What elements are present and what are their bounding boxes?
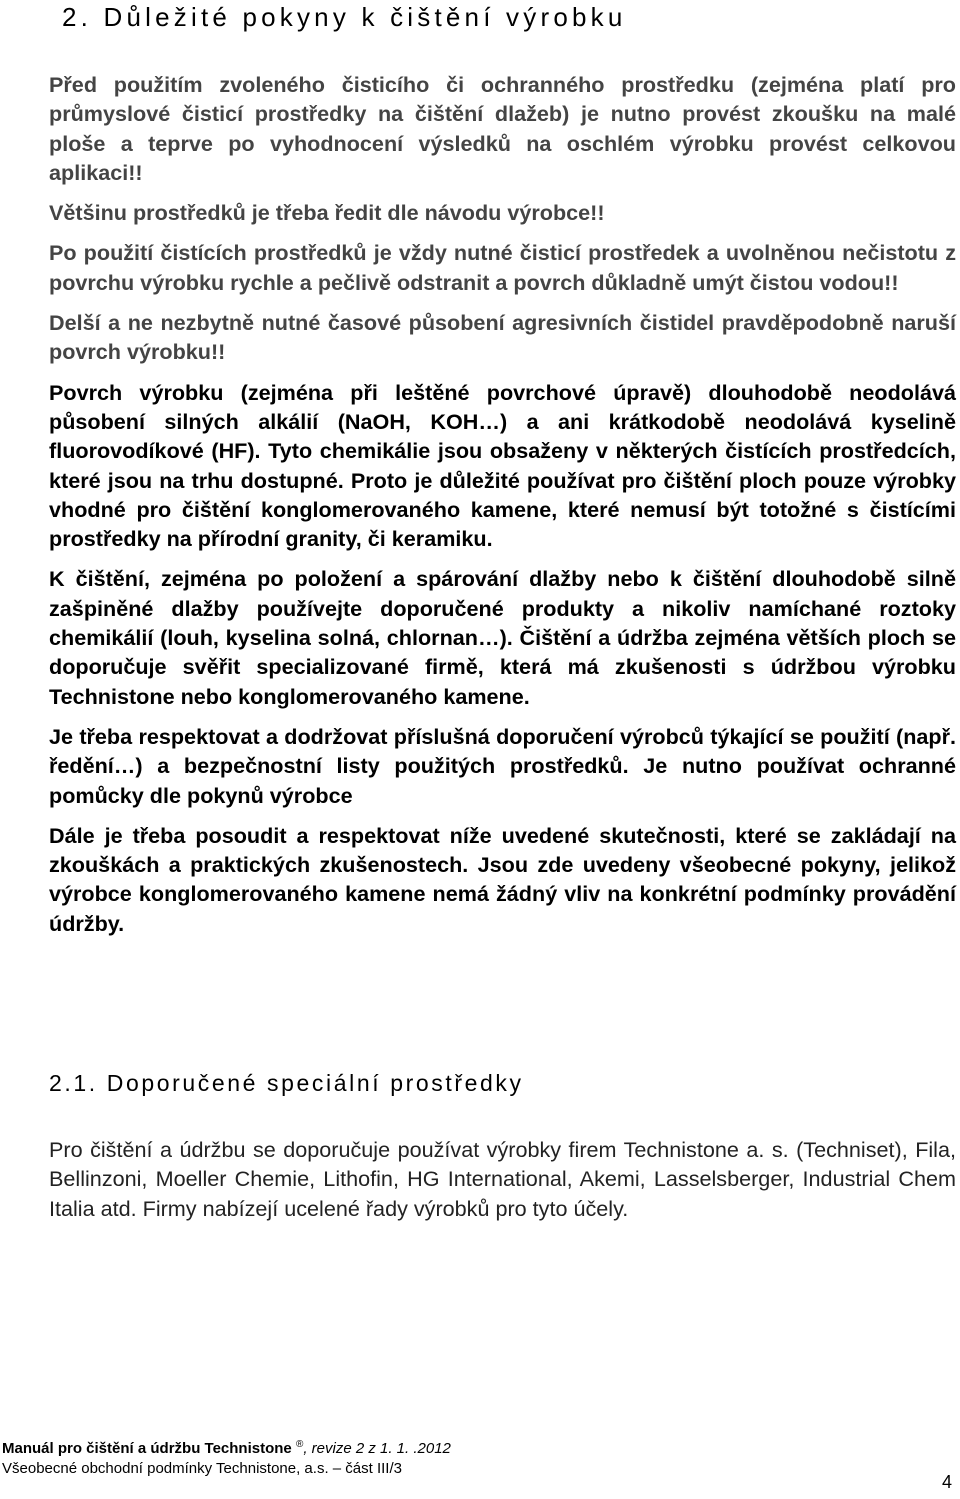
paragraph-7: Je třeba respektovat a dodržovat příslušná doporučení výrobců týkající se použití (např. ředění…) a bezpečnostní listy použitých prostředků. Je nutno používat ochranné pomůcky dle pokynů výrobce	[49, 723, 956, 808]
subsection-paragraph: Pro čištění a údržbu se doporučuje používat výrobky firem Technistone a. s. (Techniset), Fila, Bellinzoni, Moeller Chemie, Lithofin, HG International, Akemi, Lasselsberger, Industrial Chem Italia atd. Firmy nabízejí ucelené řady výrobků pro tyto účely.	[49, 1137, 956, 1221]
page-footer	[2, 1435, 451, 1479]
registered-mark: ®	[295, 1439, 304, 1450]
footer-revision: , revize 2 z 1. 1. .2012	[303, 1440, 451, 1457]
paragraph-5: Povrch výrobku (zejména při leštěné povrchové úpravě) dlouhodobě neodolává působení silných alkálií (NaOH, KOH…) a ani krátkodobě neodolává kyselině fluorovodíkové (HF). Tyto chemikálie jsou obsaženy v některých čistících prostředcích, které jsou na trhu dostupné. Proto je důležité používat pro čištění ploch pouze výrobky vhodné pro čištění konglomerovaného kamene, které nemusí být totožné s čistícími prostředky na přírodní granity, či keramiku.	[49, 379, 956, 552]
page-number: 4	[941, 1472, 952, 1492]
footer-title: Manuál pro čištění a údržbu Technistone	[2, 1440, 292, 1457]
paragraph-4: Delší a ne nezbytně nutné časové působení agresivních čistidel pravděpodobně naruší povrch výrobku!!	[49, 310, 956, 365]
section-heading: 2. Důležité pokyny k čištění výrobku	[62, 2, 627, 32]
footer-line-2: Všeobecné obchodní podmínky Technistone, a.s. – část III/3	[2, 1460, 402, 1477]
paragraph-2: Většinu prostředků je třeba ředit dle návodu výrobce!!	[49, 200, 605, 226]
paragraph-6: K čištění, zejména po položení a spárování dlažby nebo k čištění dlouhodobě silně zašpiněné dlažby používejte doporučené produkty a nikoliv namíchané roztoky chemikálií (louh, kyselina solná, chlornan…). Čištění a údržba zejména větších ploch se doporučuje svěřit specializované firmě, která má zkušenosti s údržbou výrobku Technistone nebo konglomerovaného kamene.	[49, 566, 956, 709]
section-body	[49, 70, 956, 949]
paragraph-1: Před použitím zvoleného čisticího či ochranného prostředku (zejména platí pro průmyslové čisticí prostředky na čištění dlažeb) je nutno provést zkoušku na malé ploše a teprve po vyhodnocení výsledků na oschlém výrobku provést celkovou aplikaci!!	[49, 72, 956, 185]
paragraph-8: Dále je třeba posoudit a respektovat níže uvedené skutečnosti, které se zakládají na zkouškách a praktických zkušenostech. Jsou zde uvedeny všeobecné pokyny, jelikož výrobce konglomerovaného kamene nemá žádný vliv na konkrétní podmínky provádění údržby.	[49, 822, 956, 936]
footer-line-1	[2, 1435, 451, 1459]
subsection-heading: 2.1. Doporučené speciální prostředky	[49, 1070, 524, 1096]
paragraph-3: Po použití čistících prostředků je vždy nutné čisticí prostředek a uvolněnou nečistotu z povrchu výrobku rychle a pečlivě odstranit a povrch důkladně umýt čistou vodou!!	[49, 240, 956, 295]
